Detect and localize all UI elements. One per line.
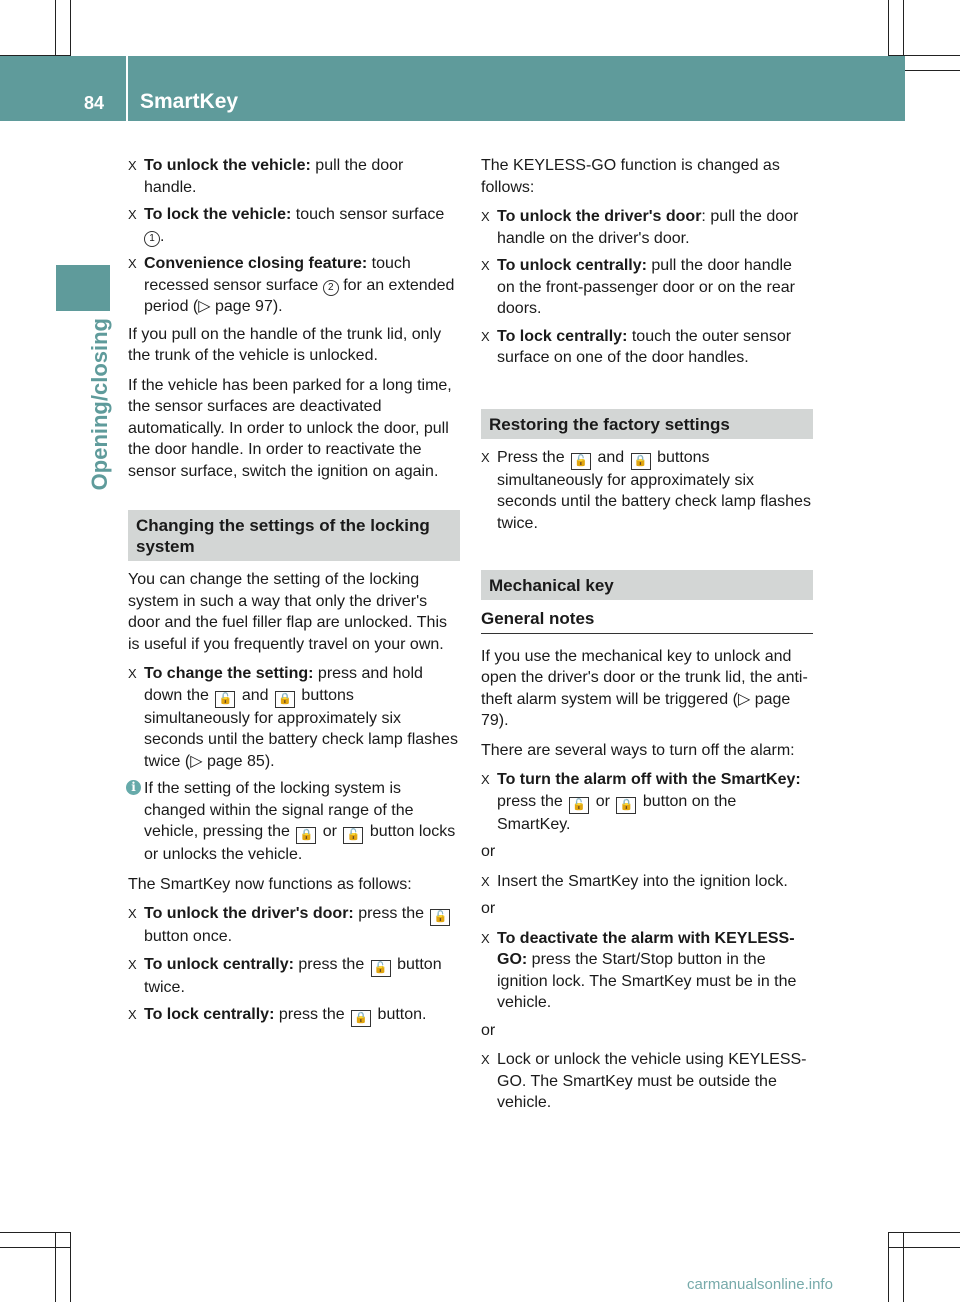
lock-icon: 🔒: [296, 827, 316, 844]
lock-icon: 🔒: [616, 797, 636, 814]
unlock-icon: 🔓: [571, 453, 591, 470]
instruction-item: X To change the setting: press and hold down the 🔓 and 🔒 buttons simultaneously for approximately six seconds until the battery check lamp flashes twice (▷ page 85).: [128, 665, 458, 770]
instruction-item: X Insert the SmartKey into the ignition lock.: [481, 871, 813, 893]
page-title: SmartKey: [140, 90, 239, 113]
crop-mark: [888, 1232, 889, 1302]
or-separator: or: [481, 843, 496, 860]
paragraph: If the vehicle has been parked for a long time, the sensor surfaces are deactivated automatically. In order to unlock the door, pull the door handle. In order to reactivate the sensor surface, switch the ignition on again.: [128, 376, 452, 480]
paragraph: If you pull on the handle of the trunk lid, only the trunk of the vehicle is unlocked.: [128, 325, 442, 364]
page-number: 84: [84, 93, 105, 113]
lock-icon: 🔒: [351, 1010, 371, 1027]
arrow-icon: X: [128, 207, 137, 222]
instruction-item: X Lock or unlock the vehicle using KEYLESS-GO. The SmartKey must be outside the vehicle.: [481, 1051, 807, 1111]
instruction-item: X To lock the vehicle: touch sensor surface 1 .: [128, 206, 445, 245]
section-heading: Restoring the factory settings: [481, 409, 813, 439]
unlock-icon: 🔓: [430, 909, 450, 926]
lock-icon: 🔒: [275, 691, 295, 708]
arrow-icon: X: [128, 666, 137, 681]
arrow-icon: X: [128, 1007, 137, 1022]
paragraph: There are several ways to turn off the alarm:: [481, 741, 795, 759]
instruction-item: X To lock centrally: touch the outer sensor surface on one of the door handles.: [481, 327, 792, 366]
unlock-icon: 🔓: [371, 960, 391, 977]
section-tab-marker: [56, 265, 110, 311]
instruction-item: X To unlock centrally: pull the door handle on the front-passenger door or on the rear doors.: [481, 257, 795, 317]
callout-number-icon: 2: [323, 280, 339, 296]
or-separator: or: [481, 900, 496, 917]
instruction-item: X Press the 🔓 and 🔒 buttons simultaneously for approximately six seconds until the battery check lamp flashes twice.: [481, 448, 811, 532]
arrow-icon: X: [128, 158, 137, 173]
crop-mark: [888, 1232, 960, 1233]
unlock-icon: 🔓: [569, 797, 589, 814]
watermark: carmanualsonline.info: [687, 1276, 833, 1293]
crop-mark: [903, 1232, 904, 1302]
crop-mark: [0, 1247, 70, 1248]
paragraph: The KEYLESS-GO function is changed as follows:: [481, 157, 780, 196]
unlock-icon: 🔓: [343, 827, 363, 844]
instruction-item: X To turn the alarm off with the SmartKey: press the 🔓 or 🔒 button on the SmartKey.: [481, 771, 801, 833]
info-icon: i: [126, 780, 141, 795]
unlock-icon: 🔓: [215, 691, 235, 708]
crop-mark: [888, 1247, 960, 1248]
arrow-icon: X: [481, 328, 490, 344]
paragraph: The SmartKey now functions as follows:: [128, 875, 412, 893]
instruction-item: X To unlock the driver's door: press the 🔓 button once.: [128, 903, 460, 948]
section-heading: Mechanical key: [481, 570, 813, 600]
subheading: General notes: [481, 608, 813, 634]
arrow-icon: X: [481, 209, 490, 224]
instruction-item: X Convenience closing feature: touch recessed sensor surface 2 for an extended period (▷ page 97).: [128, 255, 455, 315]
instruction-item: X To unlock the vehicle: pull the door handle.: [128, 157, 404, 196]
info-note: i If the setting of the locking system is changed within the signal range of the vehicle, pressing the 🔒 or 🔓 button locks or unlocks the vehicle.: [128, 778, 460, 866]
arrow-icon: X: [481, 772, 490, 787]
arrow-icon: X: [481, 449, 490, 465]
arrow-icon: X: [128, 956, 137, 972]
arrow-icon: X: [481, 1052, 490, 1067]
left-column: [128, 155, 460, 1033]
or-separator: or: [481, 1021, 496, 1039]
arrow-icon: X: [481, 873, 490, 889]
section-label: Opening/closing: [87, 318, 112, 491]
header-bar: [0, 56, 905, 121]
instruction-item: X To unlock the driver's door: pull the door handle on the driver's door.: [481, 208, 799, 247]
right-column: [481, 155, 813, 1120]
arrow-icon: X: [481, 258, 490, 273]
instruction-item: X To unlock centrally: press the 🔓 button twice.: [128, 955, 442, 996]
instruction-item: X To deactivate the alarm with KEYLESS-GO: press the Start/Stop button in the ignition lock. The SmartKey must be in the vehicle.: [481, 929, 797, 1011]
callout-number-icon: 1: [144, 231, 160, 247]
arrow-icon: X: [128, 256, 137, 271]
paragraph: You can change the setting of the locking system in such a way that only the driver's door and the fuel filler flap are unlocked. This is useful if you frequently travel on your own.: [128, 571, 448, 653]
section-heading: Changing the settings of the locking system: [128, 510, 460, 561]
crop-mark: [55, 1232, 56, 1302]
lock-icon: 🔒: [631, 453, 651, 470]
header-divider: [126, 56, 128, 121]
arrow-icon: X: [481, 930, 490, 946]
crop-mark: [70, 1232, 71, 1302]
instruction-item: X To lock centrally: press the 🔒 button.: [128, 1004, 460, 1027]
arrow-icon: X: [128, 906, 137, 921]
paragraph: If you use the mechanical key to unlock and open the driver's door or the trunk lid, the anti-theft alarm system will be triggered (▷ page 79).: [481, 647, 808, 729]
crop-mark: [0, 1232, 70, 1233]
